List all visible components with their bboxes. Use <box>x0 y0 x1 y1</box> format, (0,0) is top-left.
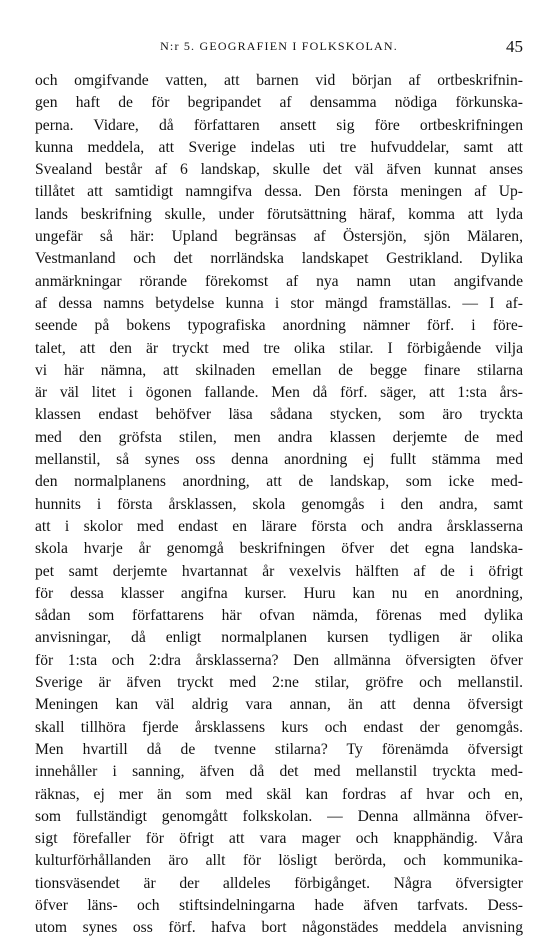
text-line: Svealand består af 6 landskap, skulle det väl äfven kunnat anses <box>35 161 523 179</box>
text-line: klassen endast behöfver läsa sådana stycken, som äro tryckta <box>35 406 523 424</box>
running-title: N:r 5. GEOGRAFIEN I FOLKSKOLAN. <box>160 39 398 53</box>
body-text <box>35 70 523 940</box>
text-line: anvisningar, då enligt normalplanen kursen tydligen är olika <box>35 629 523 647</box>
text-line: som fullständigt genomgått folkskolan. — Denna allmänna öfver- <box>35 807 523 825</box>
text-line: af dessa namns betydelse kunna i stor mängd framställas. — I af- <box>35 294 523 312</box>
text-line: gen haft de för begripandet af densamma nödiga förkunska- <box>35 94 523 112</box>
text-line: öfver läns- och stiftsindelningarna hade äfven tarfvats. Dess- <box>35 896 523 914</box>
text-line: tionsväsendet är der alldeles förbigånget. Några öfversigter <box>35 874 523 892</box>
text-line: pet samt derjemte hvartannat år vexelvis hälften af de i öfrigt <box>35 562 523 580</box>
page-header <box>35 37 523 59</box>
text-line: skall tillhöra fjerde årsklassens kurs och endast der genomgås. <box>35 718 523 736</box>
text-line: och omgifvande vatten, att barnen vid början af ortbeskrifnin- <box>35 72 523 89</box>
text-line: räknas, ej mer än som med skäl kan fordras af hvar och en, <box>35 785 523 803</box>
text-line: Sverige är äfven tryckt med 2:ne stilar, gröfre och mellanstil. <box>35 674 523 692</box>
text-line: sigt förefaller för öfrigt att vara mager och knapphändig. Våra <box>35 830 523 848</box>
text-line: är väl litet i ögonen fallande. Men då förf. säger, att 1:sta års- <box>35 384 523 402</box>
text-line: Men hvartill då de tvenne stilarna? Ty förenämda öfversigt <box>35 740 523 758</box>
text-line: anmärkningar rörande förekomst af nya namn utan angifvande <box>35 272 523 290</box>
text-line: perna. Vidare, då författaren ansett sig före ortbeskrifningen <box>35 116 523 134</box>
text-line: mellanstil, så synes oss denna anordning ej fullt stämma med <box>35 451 523 469</box>
text-line: för 1:sta och 2:dra årsklasserna? Den allmänna öfversigten öfver <box>35 651 523 669</box>
text-line: Vestmanland och det norrländska landskapet Gestrikland. Dylika <box>35 250 523 268</box>
text-line: tillåtet att samtidigt namngifva dessa. Den första meningen af Up- <box>35 183 523 201</box>
text-line: kulturförhållanden äro allt för lösligt berörda, och kommunika- <box>35 852 523 870</box>
text-line: utom synes oss förf. hafva bort någonstädes meddela anvisning <box>35 919 523 937</box>
text-line: skola hvarje år genomgå beskrifningen öfver det egna landska- <box>35 540 523 558</box>
text-line: talet, att den är tryckt med tre olika stilar. I förbigående vilja <box>35 339 523 357</box>
page-number: 45 <box>506 37 523 56</box>
text-line: sådan som författarens här ofvan nämda, förenas med dylika <box>35 607 523 625</box>
text-line: att i skolor med endast en lärare första och andra årsklasserna <box>35 517 523 535</box>
text-line: lands beskrifning skulle, under förutsättning häraf, komma att lyda <box>35 205 523 223</box>
text-line: Meningen kan väl aldrig vara annan, än att denna öfversigt <box>35 696 523 714</box>
text-line: den normalplanens anordning, att de landskap, som icke med- <box>35 473 523 491</box>
text-line: seende på bokens typografiska anordning nämner förf. i före- <box>35 317 523 335</box>
text-line: innehåller i sanning, äfven då det med mellanstil tryckta med- <box>35 763 523 781</box>
text-line: hunnits i första årsklassen, skola genomgås i den andra, samt <box>35 495 523 513</box>
text-line: för dessa klasser angifna kurser. Huru kan nu en anordning, <box>35 584 523 602</box>
text-line: ungefär så här: Upland begränsas af Östersjön, sjön Mälaren, <box>35 228 523 246</box>
text-line: kunna meddela, att Sverige indelas uti tre hufvuddelar, samt att <box>35 138 523 156</box>
text-line: med den gröfsta stilen, men andra klassen derjemte de med <box>35 428 523 446</box>
text-line: vi här nämna, att skilnaden emellan de begge finare stilarna <box>35 361 523 379</box>
